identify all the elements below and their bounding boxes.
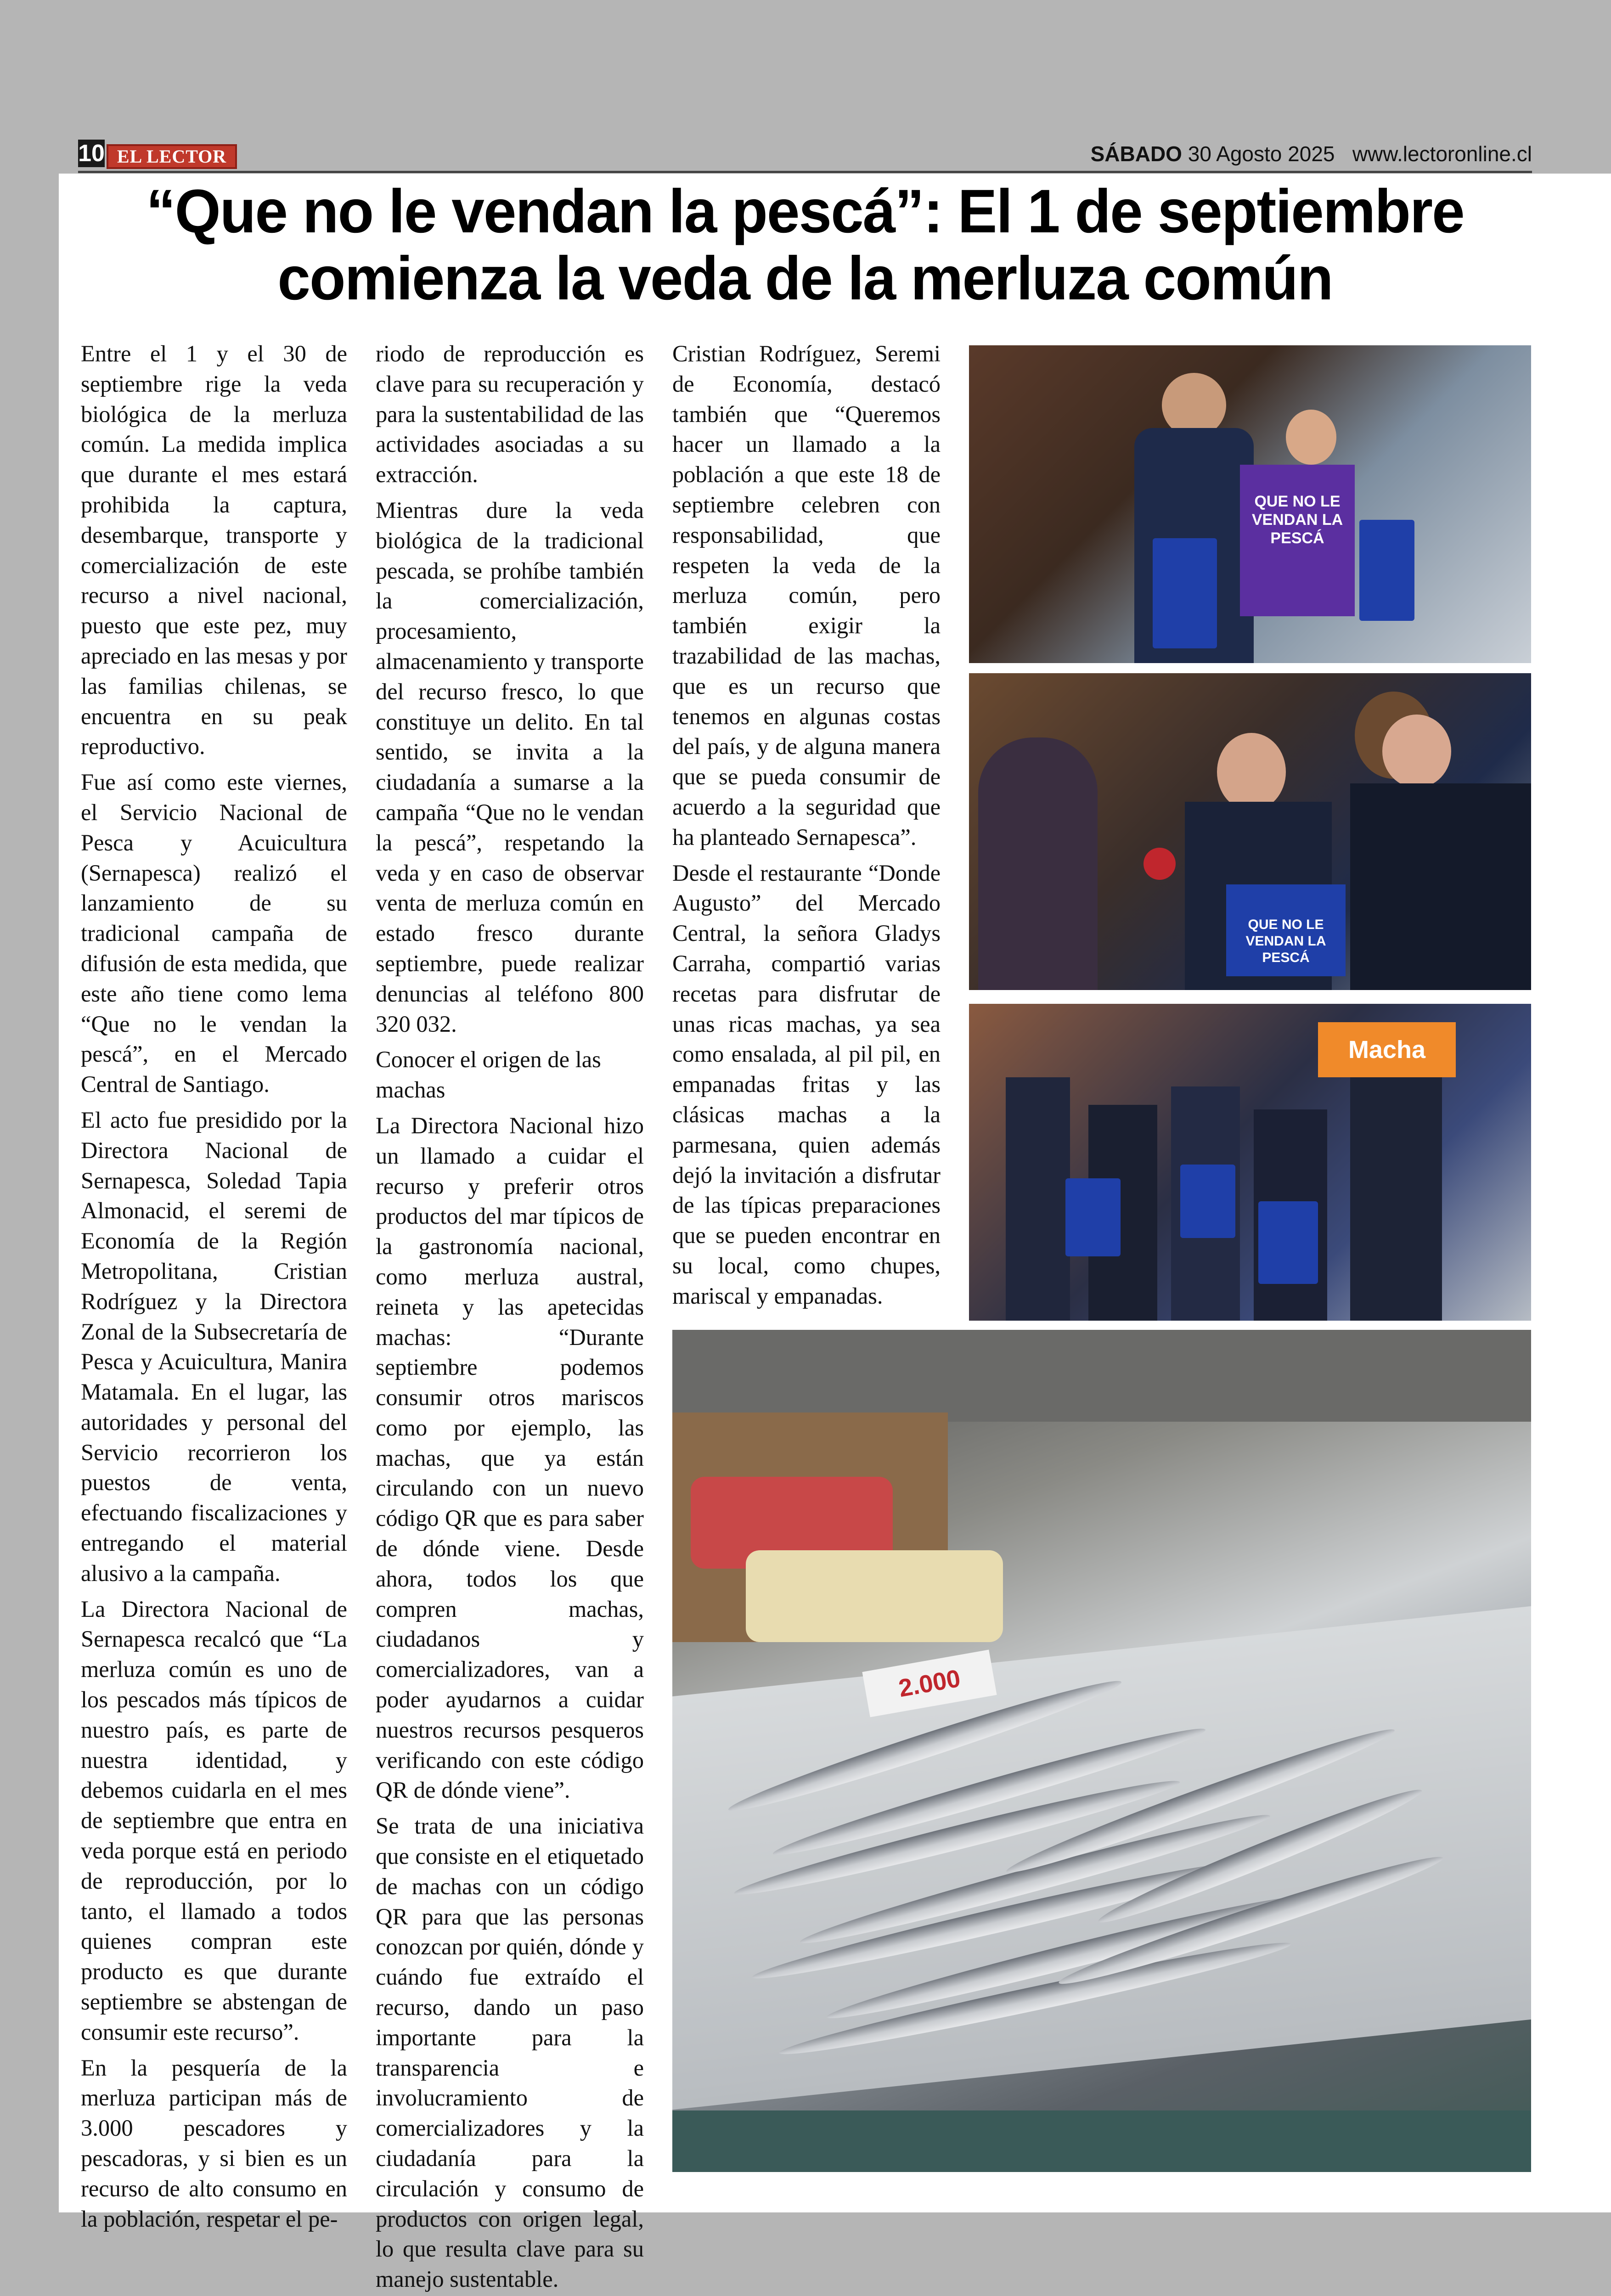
photo-press-interview	[969, 673, 1531, 990]
article-title: “Que no le vendan la pescá”: El 1 de septiembre comienza la veda de la merluza común	[146, 177, 1464, 313]
photo-campaign-launch	[969, 345, 1531, 663]
header-day: SÁBADO	[1090, 142, 1182, 166]
campaign-bag-print: QUE NO LE VENDAN LA PESCÁ	[1226, 884, 1346, 976]
header-website[interactable]: www.lectoronline.cl	[1352, 142, 1532, 166]
price-tag: 2.000	[862, 1649, 997, 1717]
paragraph: Desde el restaurante “Donde Augusto” del Mercado Central, la señora Gladys Carraha, compartió varias recetas para disfrutar de unas ricas machas, ya sea como ensalada, al pil pil, en empanadas fritas y las clásicas machas a la parmesana, quien además dejó la invitación a disfrutar de las típicas preparaciones que se pueden encontrar en su local, como chupes, mariscal y empanadas.	[672, 860, 941, 1309]
article-column-2	[376, 339, 644, 2296]
paragraph: Cristian Rodríguez, Seremi de Economía, destacó también que “Queremos hacer un llamado a la población a que este 18 de septiembre celebren con responsabilidad, que respeten la veda de la merluza común, pero también exigir la trazabilidad de las machas, que es un recurso que tenemos en algunas costas del país, y de alguna manera que se pueda consumir de acuerdo a la seguridad que ha planteado Sernapesca”.	[672, 341, 941, 850]
paragraph: Fue así como este viernes, el Servicio Nacional de Pesca y Acuicultura (Sernapesca) realizó el lanzamiento de su tradicional campaña de difusión de esta medida, que este año tiene como lema “Que no le vendan la pescá”, en el Mercado Central de Santiago.	[81, 769, 347, 1097]
newspaper-logo: EL LECTOR	[107, 144, 237, 169]
paragraph: La Directora Nacional hizo un llamado a cuidar el recurso y preferir otros productos del mar típicos de la gastronomía nacional, como merluza austral, reineta y las apetecidas machas: “Durante septiembre podemos consumir otros mariscos como por ejemplo, las machas, que ya están circulando con un nuevo código QR que es para saber de dónde viene. Desde ahora, todos los que compren machas, ciudadanos y comercializadores, van a poder ayudarnos a cuidar nuestros recursos pesqueros verificando con este código QR de dónde viene”.	[376, 1112, 644, 1803]
subheading: Conocer el origen de las machas	[376, 1047, 601, 1103]
paragraph: En la pesquería de la merluza participan más de 3.000 pescadores y pescadoras, y si bien es un recurso de alto consumo en la población, respetar el pe-	[81, 2054, 347, 2232]
article-column-1	[81, 339, 347, 2240]
header-rule	[78, 171, 1532, 173]
campaign-sign: QUE NO LE VENDAN LA PESCÁ	[1240, 465, 1355, 616]
header-date: 30 Agosto 2025	[1188, 142, 1335, 166]
article-column-3	[672, 339, 941, 1317]
paragraph: La Directora Nacional de Sernapesca recalcó que “La merluza común es uno de los pescados más típicos de nuestro país, es parte de nuestra identidad, y debemos cuidarla en el mes de septiembre que entra en veda porque está en periodo de reproducción, por lo tanto, el llamado a todos quienes compran este producto es que durante septiembre se abstengan de consumir este recurso”.	[81, 1596, 347, 2045]
paragraph: Entre el 1 y el 30 de septiembre rige la veda biológica de la merluza común. La medida implica que durante el mes estará prohibida la captura, desembarque, transporte y comercialización de este recurso a nivel nacional, puesto que este pez, muy apreciado en las mesas y por las familias chilenas, se encuentra en su peak reproductivo.	[81, 341, 347, 760]
paragraph: riodo de reproducción es clave para su recuperación y para la sustentabilidad de las actividades asociadas a su extracción.	[376, 341, 644, 488]
photo-group	[969, 1004, 1531, 1321]
header-dateline	[1091, 141, 1532, 166]
photo-fish-display	[672, 1330, 1531, 2172]
paragraph: El acto fue presidido por la Directora Nacional de Sernapesca, Soledad Tapia Almonacid, el seremi de Economía de la Región Metropolitana, Cristian Rodríguez y la Directora Zonal de la Subsecretaría de Pesca y Acuicultura, Manira Matamala. En el lugar, las autoridades y personal del Servicio recorrieron los puestos de venta, efectuando fiscalizaciones y entregando el material alusivo a la campaña.	[81, 1107, 347, 1586]
page-number: 10	[78, 140, 105, 167]
macha-banner: Macha	[1318, 1022, 1456, 1077]
paragraph: Mientras dure la veda biológica de la tradicional pescada, se prohíbe también la comercialización, procesamiento, almacenamiento y transporte del recurso fresco, lo que constituye un delito. En tal sentido, se invita a la ciudadanía a sumarse a la campaña “Que no le vendan la pescá”, respetando la veda y en caso de observar venta de merluza común en estado fresco durante septiembre, puede realizar denuncias al teléfono 800 320 032.	[376, 497, 644, 1037]
paragraph: Se trata de una iniciativa que consiste en el etiquetado de machas con un código QR para que las personas conozcan por quién, dónde y cuándo fue extraído el recurso, dando un paso importante para la transparencia e involucramiento de comercializadores y la ciudadanía para la circulación y consumo de productos con origen legal, lo que resulta clave para su manejo sustentable.	[376, 1813, 644, 2292]
